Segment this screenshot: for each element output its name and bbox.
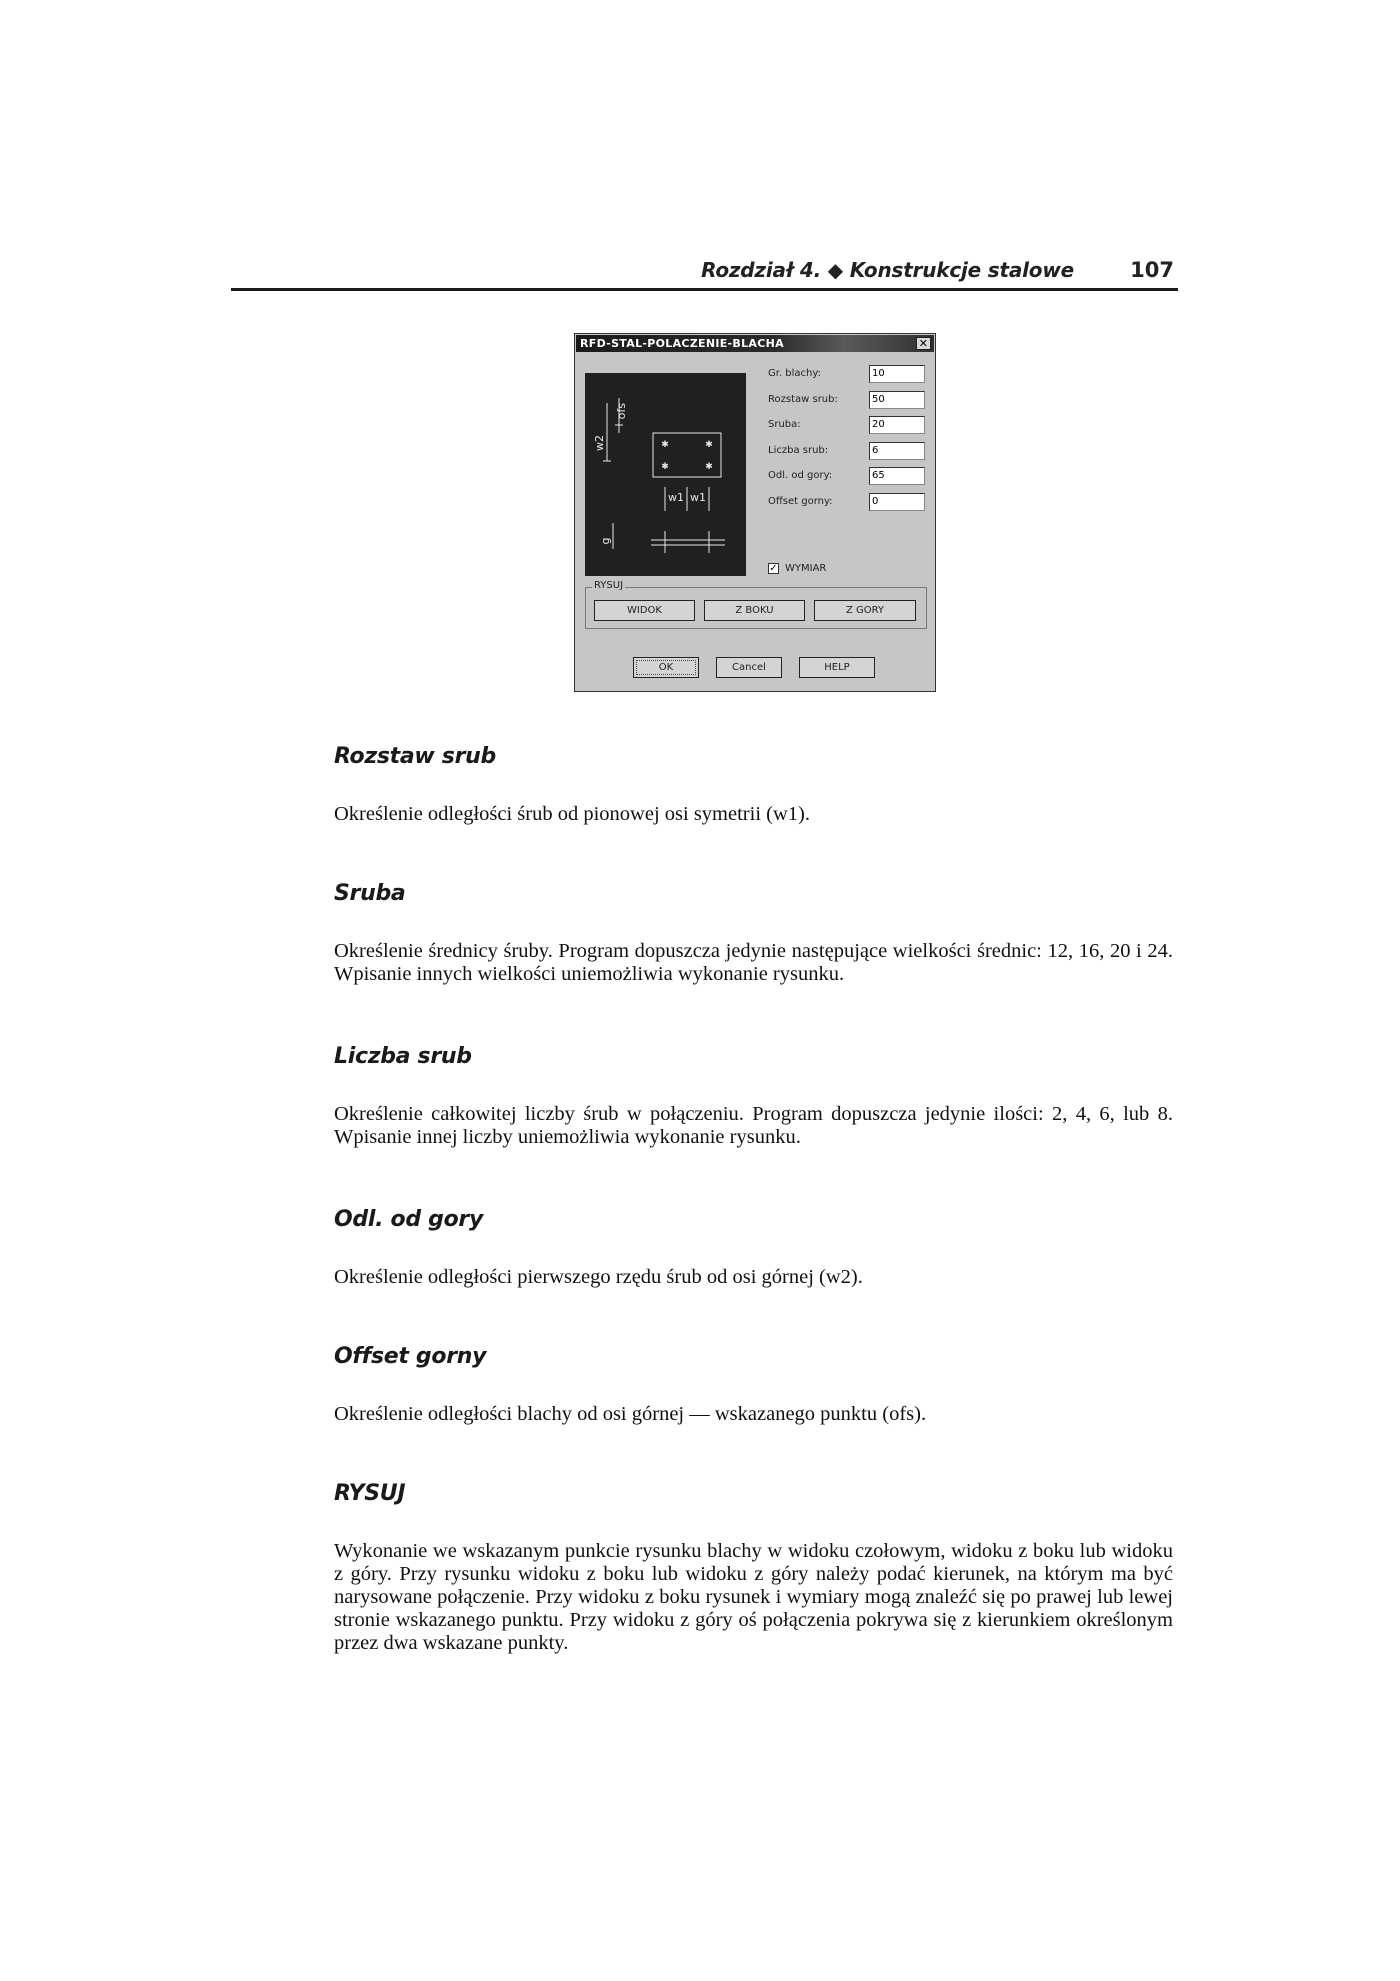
wymiar-label: WYMIAR [785, 563, 827, 574]
rysuj-group [585, 580, 927, 629]
dialog-title-bar [576, 335, 934, 352]
z-gory-button[interactable]: Z GORY [814, 600, 916, 621]
heading-rozstaw-srub: Rozstaw srub [334, 744, 496, 769]
rysuj-group-label: RYSUJ [594, 580, 624, 591]
odl-od-gory-input[interactable]: 65 [869, 467, 925, 485]
widok-button[interactable]: WIDOK [594, 600, 695, 621]
field-label-liczba-srub: Liczba srub: [768, 445, 829, 456]
body-rozstaw-srub: Określenie odległości śrub od pionowej osi symetrii (w1). [334, 803, 810, 825]
preview-drawing [585, 373, 746, 576]
sruba-input[interactable]: 20 [869, 416, 925, 434]
label-g: g [599, 537, 612, 545]
wymiar-checkbox[interactable]: ✓ [769, 563, 778, 574]
ok-button[interactable]: OK [633, 657, 699, 678]
dialog-window [574, 333, 936, 692]
body-rysuj: Wykonanie we wskazanym punkcie rysunku blachy w widoku czołowym, widoku z boku lub widoku z góry. Przy rysunku widoku z boku lub widoku z góry należy podać kierunek, na którym ma być narysowane połączenie. Przy widoku z boku rysunek i wymiary mogą znaleźć się po prawej lub lewej stronie wskazanego punktu. Przy widoku z góry oś połączenia pokrywa się z kierunkiem określonym przez dwa wskazane punkty. [334, 1540, 1173, 1654]
liczba-srub-input[interactable]: 6 [869, 442, 925, 460]
field-label-sruba: Sruba: [768, 419, 801, 430]
field-label-rozstaw-srub: Rozstaw srub: [768, 394, 838, 405]
dialog-title: RFD-STAL-POLACZENIE-BLACHA [580, 337, 784, 350]
body-odl-od-gory: Określenie odległości pierwszego rzędu śrub od osi górnej (w2). [334, 1266, 863, 1288]
label-w2: w2 [593, 435, 606, 451]
cancel-button[interactable]: Cancel [716, 657, 782, 678]
heading-odl-od-gory: Odl. od gory [334, 1207, 483, 1232]
bolt-mark: ✱ [705, 462, 713, 472]
label-w1-right: w1 [690, 491, 706, 504]
connection-preview [585, 373, 746, 576]
field-label-gr-blachy: Gr. blachy: [768, 368, 821, 379]
body-sruba: Określenie średnicy śruby. Program dopuszcza jedynie następujące wielkości średnic: 12, 16, 20 i 24. Wpisanie innych wielkości uniemożliwia wykonanie rysunku. [334, 940, 1173, 985]
heading-liczba-srub: Liczba srub [334, 1044, 472, 1069]
bolt-mark: ✱ [661, 462, 669, 472]
field-label-offset-gorny: Offset gorny: [768, 496, 833, 507]
rozstaw-srub-input[interactable]: 50 [869, 391, 925, 409]
offset-gorny-input[interactable]: 0 [869, 493, 925, 511]
help-button[interactable]: HELP [799, 657, 875, 678]
z-boku-button[interactable]: Z BOKU [704, 600, 805, 621]
body-offset-gorny: Określenie odległości blachy od osi górnej — wskazanego punktu (ofs). [334, 1403, 927, 1425]
bolt-mark: ✱ [661, 440, 669, 450]
chapter-title: Rozdział 4. ◆ Konstrukcje stalowe [701, 258, 1074, 282]
bolt-mark: ✱ [705, 440, 713, 450]
field-label-odl-od-gory: Odl. od gory: [768, 470, 833, 481]
gr-blachy-input[interactable]: 10 [869, 365, 925, 383]
page-number: 107 [1130, 258, 1174, 282]
label-w1-left: w1 [668, 491, 684, 504]
heading-rysuj: RYSUJ [334, 1481, 406, 1506]
heading-offset-gorny: Offset gorny [334, 1344, 487, 1369]
close-icon[interactable]: ✕ [916, 337, 931, 350]
body-liczba-srub: Określenie całkowitej liczby śrub w połączeniu. Program dopuszcza jedynie ilości: 2, 4, 6, lub 8. Wpisanie innej liczby uniemożliwia wykonanie rysunku. [334, 1103, 1173, 1148]
label-ofs: ofs [615, 403, 628, 420]
running-header [231, 258, 1178, 291]
dialog-bottom-edge [574, 689, 936, 692]
heading-sruba: Sruba [334, 881, 406, 906]
